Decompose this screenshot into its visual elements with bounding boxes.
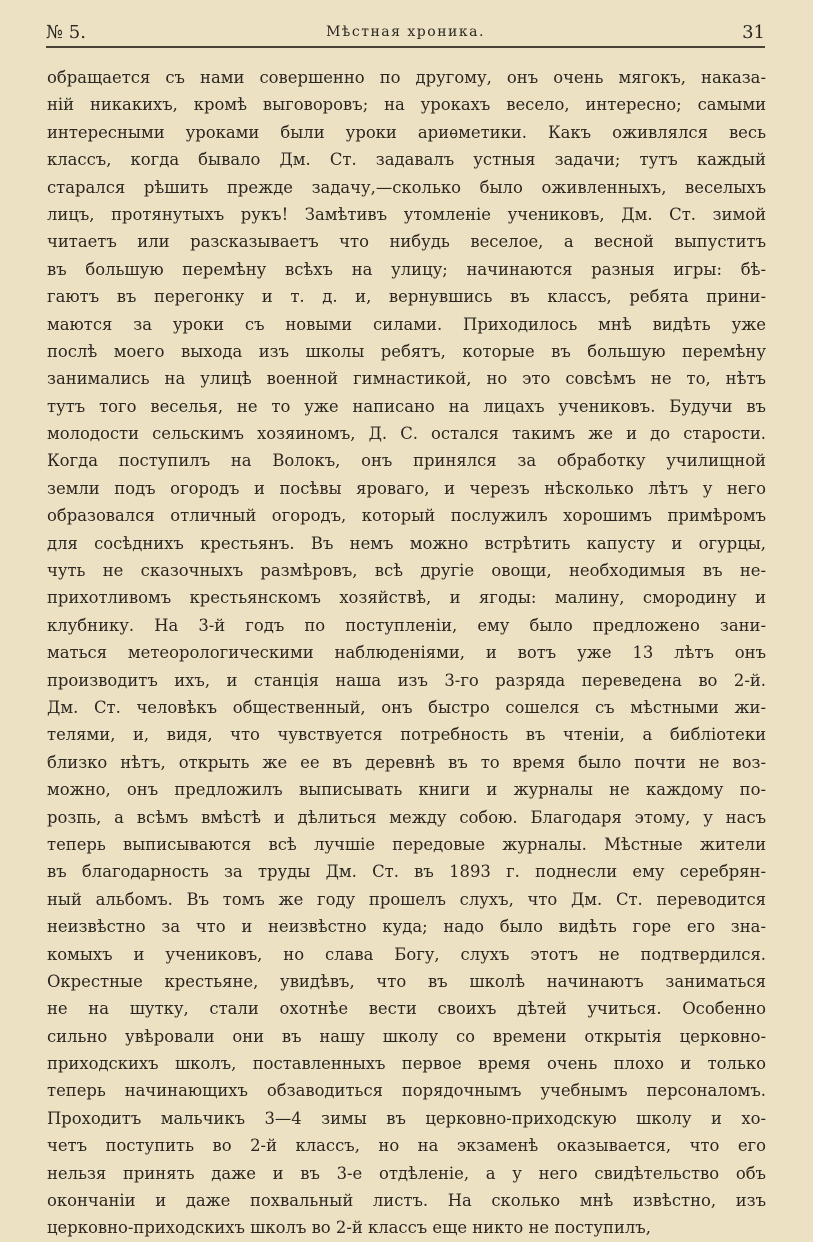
text-line: телями, и, видя, что чувствуется потребность въ чтеніи, а библіотеки	[47, 725, 766, 745]
text-line: земли подъ огородъ и посѣвы яроваго, и черезъ нѣсколько лѣтъ у него	[47, 478, 766, 498]
text-line: послѣ моего выхода изъ школы ребятъ, которые въ большую перемѣну	[47, 341, 766, 361]
body-text	[47, 64, 766, 1242]
text-line: старался рѣшить прежде задачу,—сколько было оживленныхъ, веселыхъ	[47, 177, 766, 197]
text-line: прихотливомъ крестьянскомъ хозяйствѣ, и ягоды: малину, смородину и	[47, 588, 766, 608]
text-line: комыхъ и учениковъ, но слава Богу, слухъ этотъ не подтвердился.	[47, 944, 766, 964]
text-line: для сосѣднихъ крестьянъ. Въ немъ можно встрѣтить капусту и огурцы,	[47, 533, 766, 553]
text-line: окончаніи и даже похвальный листъ. На сколько мнѣ извѣстно, изъ	[47, 1191, 766, 1211]
text-line: ный альбомъ. Въ томъ же году прошелъ слухъ, что Дм. Ст. переводится	[47, 889, 766, 909]
text-line: ній никакихъ, кромѣ выговоровъ; на урокахъ весело, интересно; самыми	[47, 95, 766, 115]
text-line: образовался отличный огородъ, который послужилъ хорошимъ примѣромъ	[47, 506, 766, 526]
text-line: въ благодарность за труды Дм. Ст. въ 1893 г. поднесли ему серебрян-	[47, 862, 766, 882]
page-number: 31	[742, 22, 765, 43]
text-line: церковно-приходскихъ школъ во 2-й классъ еще никто не поступилъ,	[47, 1218, 651, 1238]
text-line: интересными уроками были уроки ариѳметики. Какъ оживлялся весь	[47, 122, 766, 142]
text-line: Когда поступилъ на Волокъ, онъ принялся за обработку училищной	[47, 451, 766, 471]
text-line: клубнику. На 3-й годъ по поступленіи, ему было предложено зани-	[47, 615, 766, 635]
text-line: обращается съ нами совершенно по другому, онъ очень мягокъ, наказа-	[47, 68, 766, 87]
issue-number: № 5.	[46, 22, 86, 43]
text-line: розпь, а всѣмъ вмѣстѣ и дѣлиться между собою. Благодаря этому, у насъ	[47, 807, 766, 827]
text-line: Окрестные крестьяне, увидѣвъ, что въ школѣ начинаютъ заниматься	[47, 971, 766, 991]
text-line: чуть не сказочныхъ размѣровъ, всѣ другіе овощи, необходимыя въ не-	[47, 561, 766, 581]
text-line: молодости сельскимъ хозяиномъ, Д. С. остался такимъ же и до старости.	[47, 424, 766, 444]
text-line: нельзя принять даже и въ 3-е отдѣленіе, а у него свидѣтельство объ	[47, 1163, 766, 1183]
text-line: не на шутку, стали охотнѣе вести своихъ дѣтей учиться. Особенно	[47, 999, 766, 1019]
text-line: теперь выписываются всѣ лучшіе передовые журналы. Мѣстные жители	[47, 834, 766, 854]
text-line: приходскихъ школъ, поставленныхъ первое время очень плохо и только	[47, 1054, 766, 1074]
text-line: лицъ, протянутыхъ рукъ! Замѣтивъ утомленіе учениковъ, Дм. Ст. зимой	[47, 204, 766, 224]
text-line: можно, онъ предложилъ выписывать книги и журналы не каждому по-	[47, 780, 766, 800]
text-line: производитъ ихъ, и станція наша изъ 3-го разряда переведена во 2-й.	[47, 670, 766, 690]
text-line: неизвѣстно за что и неизвѣстно куда; надо было видѣть горе его зна-	[47, 917, 766, 937]
text-line: въ большую перемѣну всѣхъ на улицу; начинаются разныя игры: бѣ-	[47, 259, 766, 279]
running-title: Мѣстная хроника.	[326, 24, 485, 40]
text-line: теперь начинающихъ обзаводиться порядочнымъ учебнымъ персоналомъ.	[47, 1081, 766, 1101]
text-line: маются за уроки съ новыми силами. Приходилось мнѣ видѣть уже	[47, 314, 766, 334]
text-line: Проходитъ мальчикъ 3—4 зимы въ церковно-приходскую школу и хо-	[47, 1108, 766, 1128]
text-line: четъ поступить во 2-й классъ, но на экзаменѣ оказывается, что его	[47, 1136, 766, 1156]
text-line: маться метеорологическими наблюденіями, и вотъ уже 13 лѣтъ онъ	[47, 643, 766, 663]
page-header	[46, 20, 765, 48]
text-line: близко нѣтъ, открыть же ее въ деревнѣ въ то время было почти не воз-	[47, 752, 766, 772]
text-line: занимались на улицѣ военной гимнастикой, но это совсѣмъ не то, нѣтъ	[47, 369, 766, 389]
text-line: тутъ того веселья, не то уже написано на лицахъ учениковъ. Будучи въ	[47, 396, 766, 416]
text-line: сильно увѣровали они въ нашу школу со времени открытія церковно-	[47, 1026, 766, 1046]
text-line: классъ, когда бывало Дм. Ст. задавалъ устныя задачи; тутъ каждый	[47, 150, 766, 170]
text-line: Дм. Ст. человѣкъ общественный, онъ быстро сошелся съ мѣстными жи-	[47, 697, 766, 717]
text-line: гаютъ въ перегонку и т. д. и, вернувшись въ классъ, ребята прини-	[47, 287, 766, 307]
text-line: читаетъ или разсказываетъ что нибудь веселое, а весной выпуститъ	[47, 232, 766, 252]
